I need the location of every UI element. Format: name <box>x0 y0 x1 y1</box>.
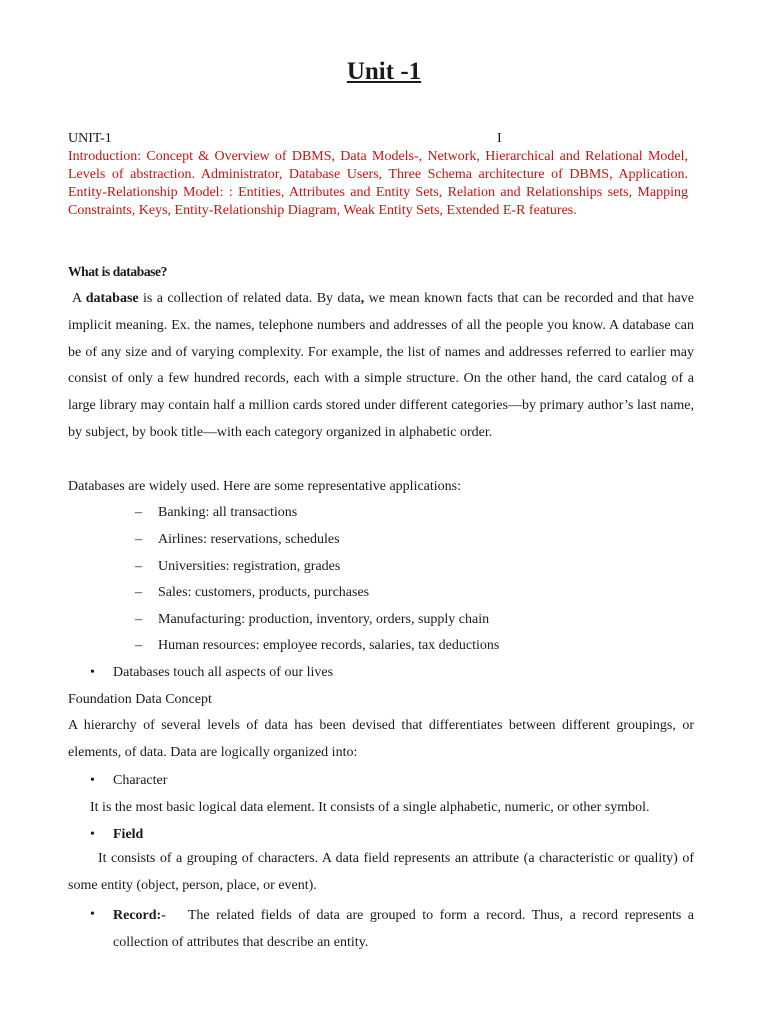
unit-label: UNIT-1 <box>68 131 112 146</box>
database-definition-paragraph <box>68 286 694 447</box>
definition-mid: is a collection of related data. By data <box>138 291 361 306</box>
application-text: Sales: customers, products, purchases <box>158 585 370 600</box>
bullet-text: Databases touch all aspects of our lives <box>113 665 334 680</box>
bullet-marker: • <box>90 907 95 922</box>
section-heading-what-is-database: What is database? <box>68 264 167 279</box>
dash-marker: – <box>135 505 142 520</box>
field-label: Field <box>113 827 144 842</box>
character-label: Character <box>113 773 168 788</box>
foundation-heading: Foundation Data Concept <box>68 692 212 707</box>
list-item <box>135 504 297 522</box>
definition-pre: A <box>72 291 86 306</box>
foundation-paragraph: A hierarchy of several levels of data has been devised that differentiates between different groupings, or elements, of data. Data are logically organized into: <box>68 718 694 760</box>
definition-comma: , <box>360 291 365 306</box>
list-item <box>135 531 340 549</box>
application-text: Banking: all transactions <box>158 505 298 520</box>
bullet-marker: • <box>90 665 95 680</box>
document-title: Unit -1 <box>346 58 422 85</box>
record-block <box>113 902 694 956</box>
application-text: Universities: registration, grades <box>158 559 341 574</box>
definition-rest: we mean known facts that can be recorded and that have implicit meaning. Ex. the names, telephone numbers and addresses of all the people you know. A database can be of any size and of varying complexity. For example, the list of names and addresses referred to earlier may consist of only a few hundred records, each with a simple structure. On the other hand, the card catalog of a large library may contain half a million cards stored under different categories—by primary author’s last name, by subject, by book title—with each category organized in alphabetic order. <box>68 291 694 440</box>
applications-intro: Databases are widely used. Here are some representative applications: <box>68 479 461 494</box>
dash-marker: – <box>135 585 142 600</box>
dash-marker: – <box>135 559 142 574</box>
record-label: Record:- <box>113 908 166 923</box>
application-text: Human resources: employee records, salaries, tax deductions <box>158 638 500 653</box>
list-item <box>135 637 499 655</box>
record-description: The related fields of data are grouped to form a record. Thus, a record represents a collection of attributes that describe an entity. <box>113 908 694 950</box>
syllabus-intro: Introduction: Concept & Overview of DBMS, Data Models-, Network, Hierarchical and Relational Model, Levels of abstraction. Administrator, Database Users, Three Schema architecture of DBMS, Application. Entity-Relationship Model: : Entities, Attributes and Entity Sets, Relation and Relationships sets, Mapping Constraints, Keys, Entity-Relationship Diagram, Weak Entity Sets, Extended E-R features. <box>68 149 688 218</box>
bullet-marker: • <box>90 773 95 788</box>
list-item <box>135 611 489 629</box>
character-description: It is the most basic logical data element. It consists of a single alphabetic, numeric, or other symbol. <box>90 800 650 815</box>
dash-marker: – <box>135 638 142 653</box>
list-item <box>135 584 369 602</box>
dash-marker: – <box>135 612 142 627</box>
application-text: Manufacturing: production, inventory, orders, supply chain <box>158 612 490 627</box>
list-item <box>135 558 340 576</box>
dash-marker: – <box>135 532 142 547</box>
definition-term: database <box>85 291 139 306</box>
application-text: Airlines: reservations, schedules <box>158 532 340 547</box>
field-description: It consists of a grouping of characters. A data field represents an attribute (a characteristic or quality) of some entity (object, person, place, or event). <box>68 851 694 893</box>
unit-roman-numeral: I <box>497 131 502 146</box>
bullet-marker: • <box>90 827 95 842</box>
